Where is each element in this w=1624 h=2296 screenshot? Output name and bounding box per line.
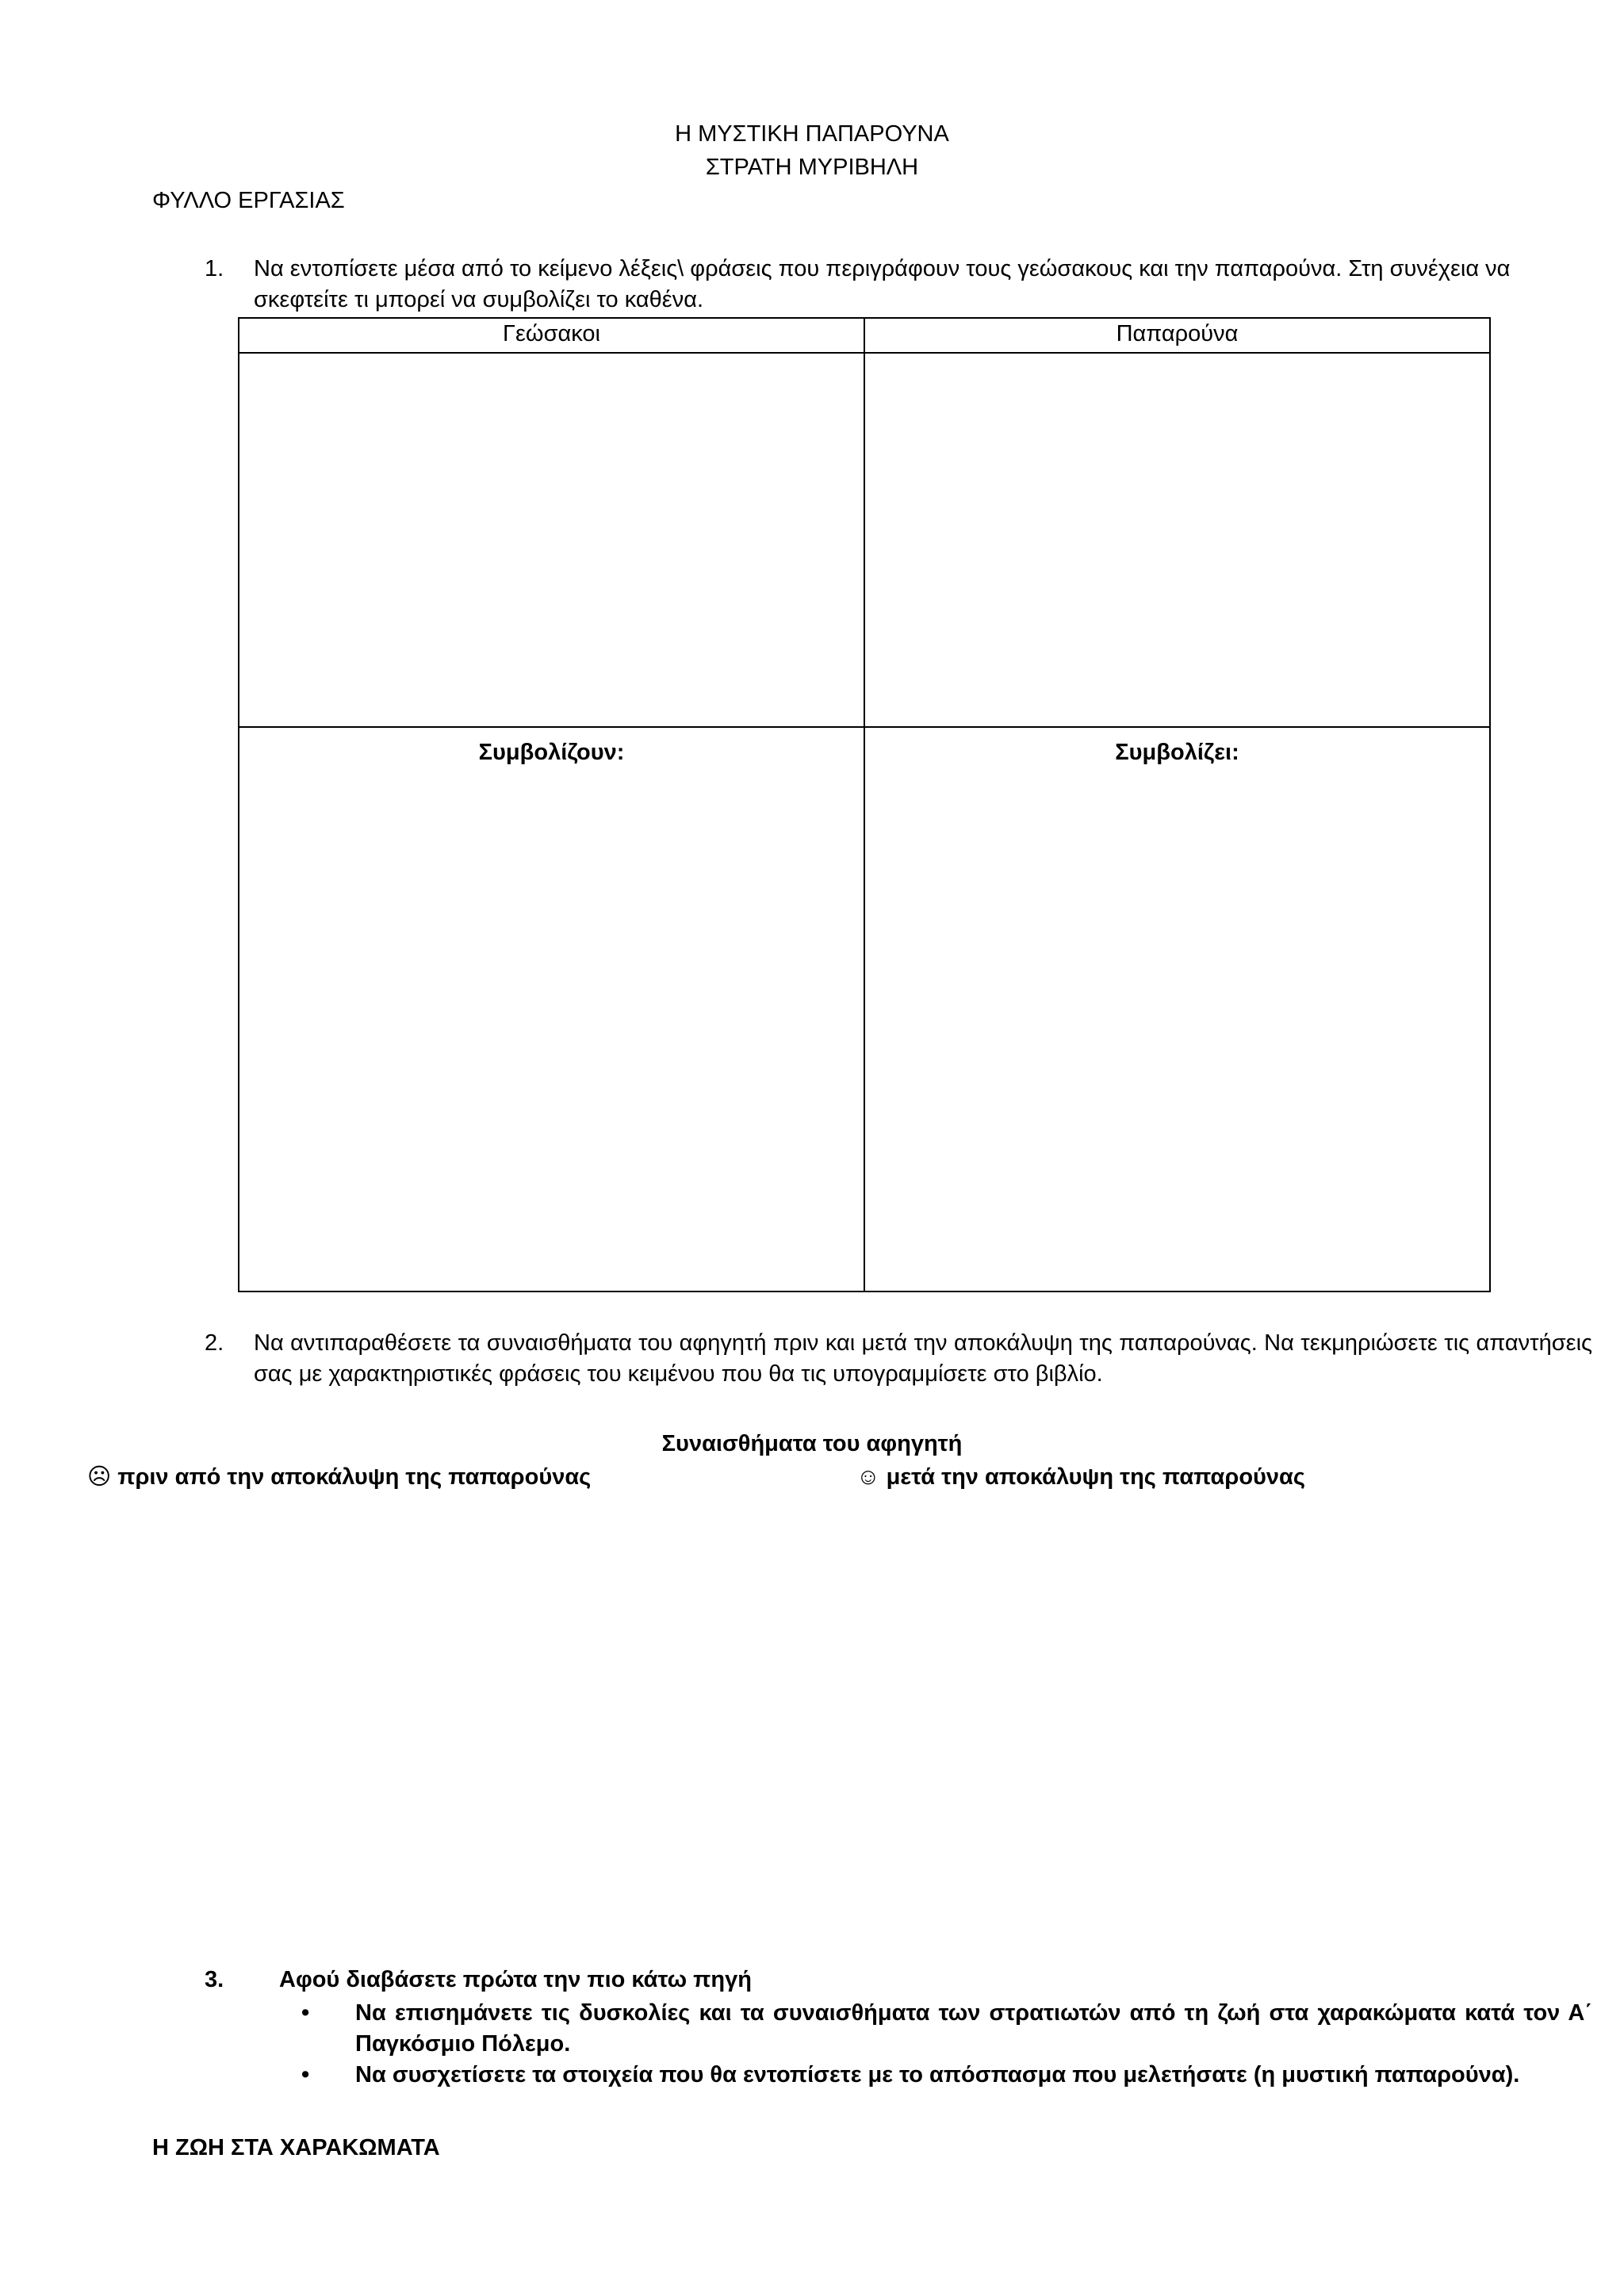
question-3-number: 3.	[205, 1967, 224, 1992]
paparouna-description-cell[interactable]	[864, 353, 1490, 727]
emotion-before-label: πριν από την αποκάλυψη της παπαρούνας	[117, 1464, 592, 1490]
description-row	[239, 353, 1490, 727]
paparouna-symbolism-cell[interactable]	[864, 727, 1490, 1292]
symbolism-row	[239, 727, 1490, 1292]
document-author: ΣΤΡΑΤΗ ΜΥΡΙΒΗΛΗ	[705, 155, 919, 180]
emotion-before-heading	[87, 1462, 591, 1493]
bullet-icon: •	[301, 2062, 310, 2088]
symbolize-singular-label: Συμβολίζει:	[1115, 740, 1239, 765]
geosakoi-description-cell[interactable]	[239, 353, 864, 727]
emotion-after-label: μετά την αποκάλυψη της παπαρούνας	[886, 1464, 1305, 1490]
frowning-face-icon: ☹	[87, 1464, 112, 1490]
worksheet-label: ΦΥΛΛΟ ΕΡΓΑΣΙΑΣ	[152, 188, 345, 213]
bullet-icon: •	[301, 2000, 310, 2026]
question-3-bullet-list	[301, 1998, 1592, 2091]
list-item	[301, 2060, 1592, 2091]
geosakoi-symbolism-cell[interactable]	[239, 727, 864, 1292]
list-item	[301, 1998, 1592, 2060]
column-header-paparouna: Παπαρούνα	[864, 318, 1490, 353]
document-title: Η ΜΥΣΤΙΚΗ ΠΑΠΑΡΟΥΝΑ	[675, 121, 949, 147]
question-1-number: 1.	[205, 256, 224, 281]
column-header-geosakoi: Γεώσακοι	[239, 318, 864, 353]
symbols-table	[238, 317, 1491, 1292]
question-1-text: Να εντοπίσετε μέσα από το κείμενο λέξεις\ φράσεις που περιγράφουν τους γεώσακους και την παπαρούνα. Στη συνέχεια να σκεφτείτε τι μπορεί να συμβολίζει το καθένα.	[254, 256, 1511, 313]
question-3-bullet-text: Να επισημάνετε τις δυσκολίες και τα συναισθήματα των στρατιωτών από τη ζωή στα χαρακώματα κατά τον Α΄ Παγκόσμιο Πόλεμο.	[355, 2000, 1592, 2057]
question-3-bullet-text: Να συσχετίσετε τα στοιχεία που θα εντοπίσετε με το απόσπασμα που μελετήσατε (η μυστική παπαρούνα).	[355, 2062, 1520, 2088]
question-3-text: Αφού διαβάσετε πρώτα την πιο κάτω πηγή	[279, 1967, 752, 1992]
question-2-number: 2.	[205, 1330, 224, 1356]
emotion-after-heading	[856, 1462, 1305, 1493]
symbolize-plural-label: Συμβολίζουν:	[478, 740, 625, 765]
narrator-emotions-title: Συναισθήματα του αφηγητή	[661, 1431, 963, 1456]
symbols-table-header-row	[239, 318, 1490, 353]
smiling-face-icon: ☺	[856, 1464, 880, 1490]
question-2-text: Να αντιπαραθέσετε τα συναισθήματα του αφηγητή πριν και μετά την αποκάλυψη της παπαρούνας. Να τεκμηριώσετε τις απαντήσεις σας με χαρακτηριστικές φράσεις του κειμένου που θα τις υπογραμμίσετε στο βιβλίο.	[254, 1330, 1592, 1387]
section-heading: Η ΖΩΗ ΣΤΑ ΧΑΡΑΚΩΜΑΤΑ	[152, 2135, 440, 2160]
